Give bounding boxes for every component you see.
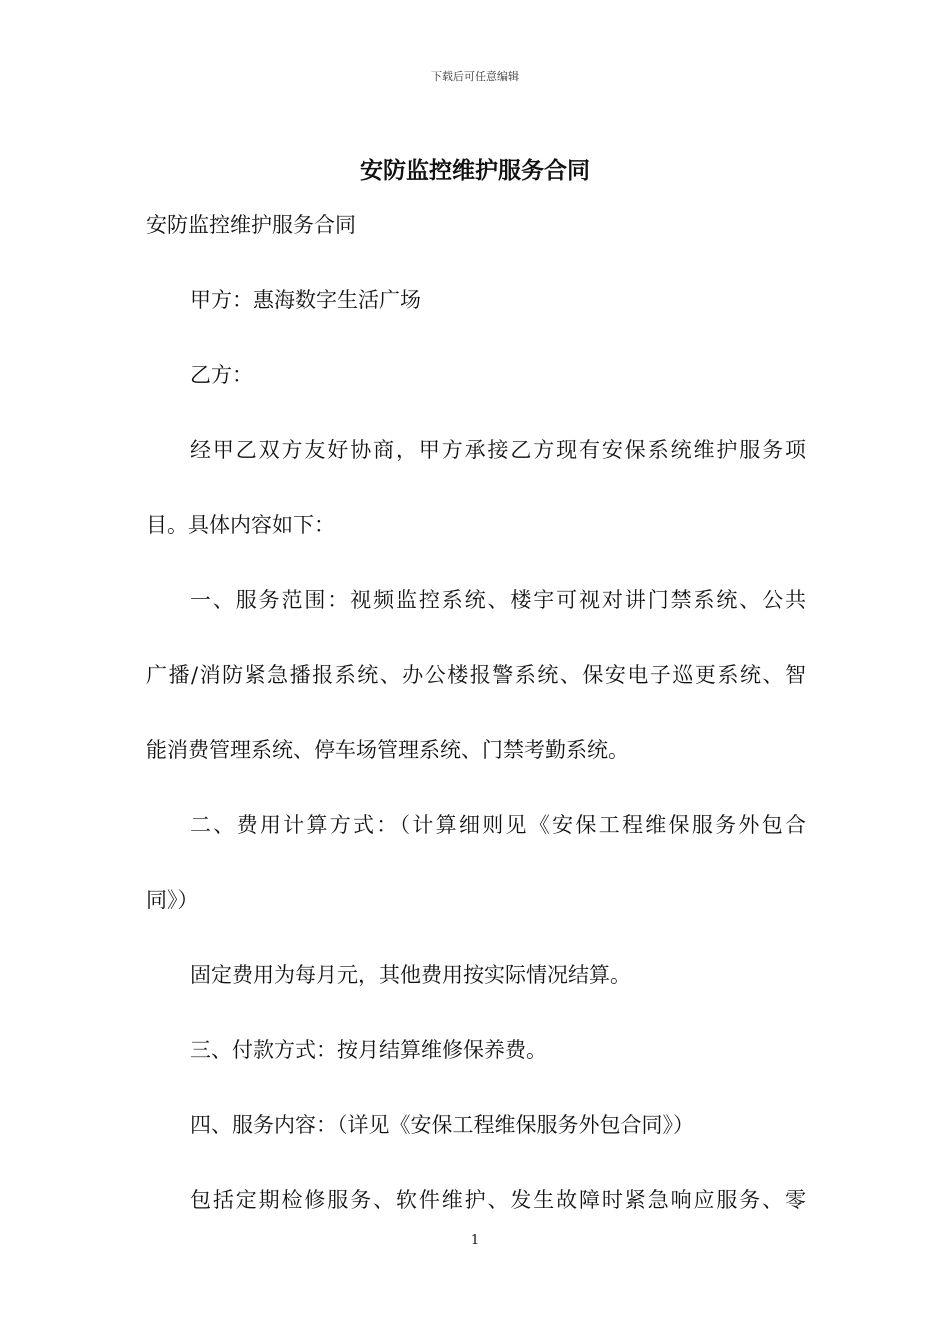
page-number: 1 [470, 1233, 480, 1248]
body-line-scope-2: 广播/消防紧急播报系统、办公楼报警系统、保安电子巡更系统、智 [146, 663, 806, 687]
body-line-payment: 三、付款方式：按月结算维修保养费。 [190, 1038, 547, 1062]
body-line-service-content: 四、服务内容：（详见《安保工程维保服务外包合同》） [190, 1113, 694, 1137]
body-line-intro-1: 经甲乙双方友好协商，甲方承接乙方现有安保系统维护服务项 [190, 438, 806, 462]
document-title: 安防监控维护服务合同 [360, 158, 590, 184]
page-header-note: 下载后可任意编辑 [431, 70, 519, 83]
body-line-fee-1: 二、费用计算方式：（计算细则见《安保工程维保服务外包合 [190, 813, 806, 837]
body-line-party-b: 乙方： [190, 363, 253, 387]
body-line-intro-2: 目。具体内容如下： [146, 513, 335, 537]
body-line-service-detail: 包括定期检修服务、软件维护、发生故障时紧急响应服务、零 [190, 1188, 806, 1212]
body-line-fee-2: 同》） [146, 888, 199, 912]
body-line-scope-1: 一、服务范围：视频监控系统、楼宇可视对讲门禁系统、公共 [190, 588, 806, 612]
body-line-scope-3: 能消费管理系统、停车场管理系统、门禁考勤系统。 [146, 738, 629, 762]
body-line-party-a: 甲方：惠海数字生活广场 [190, 288, 421, 312]
body-line-fixed-fee: 固定费用为每月元，其他费用按实际情况结算。 [190, 963, 631, 987]
body-line-subtitle: 安防监控维护服务合同 [146, 213, 356, 237]
